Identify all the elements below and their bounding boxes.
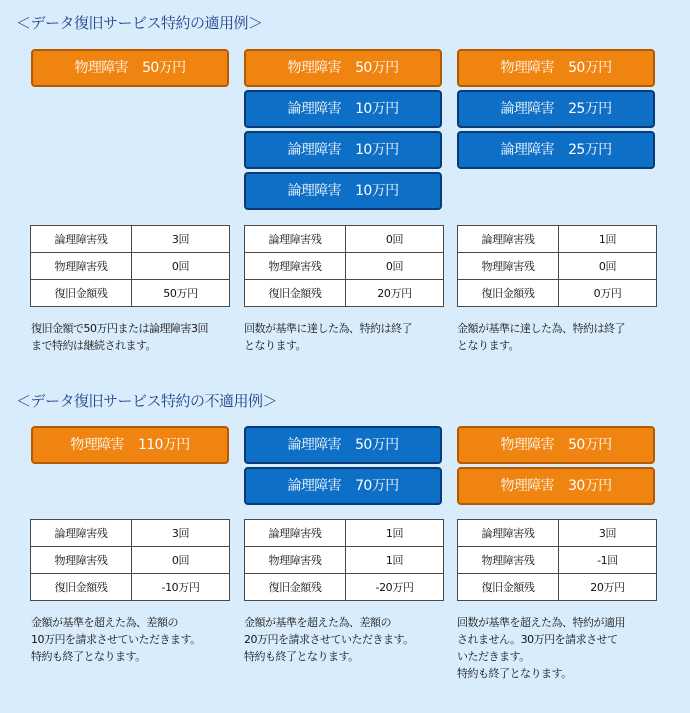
- row-value: 1回: [559, 226, 657, 253]
- row-value: 50万円: [132, 280, 230, 307]
- damage-bar-logical: [457, 90, 655, 128]
- note-line: となります。: [457, 339, 520, 352]
- row-label: 物理障害残: [458, 547, 559, 574]
- damage-amount-label: 10万円: [355, 183, 399, 199]
- table-row: [31, 574, 230, 601]
- row-label: 物理障害残: [458, 253, 559, 280]
- row-value: -10万円: [132, 574, 230, 601]
- note-line: となります。: [244, 339, 307, 352]
- damage-type-label: 論理障害: [500, 101, 555, 117]
- table-row: [245, 520, 444, 547]
- damage-bar-logical: [244, 172, 442, 210]
- note-line: 回数が基準を超えた為、特約が適用: [457, 616, 625, 629]
- damage-amount-label: 25万円: [568, 142, 612, 158]
- row-value: 0万円: [559, 280, 657, 307]
- row-value: -20万円: [346, 574, 444, 601]
- example-column-5: [244, 426, 442, 508]
- damage-type-label: 論理障害: [287, 183, 342, 199]
- table-row: [31, 280, 230, 307]
- table-row: [31, 547, 230, 574]
- damage-type-label: 物理障害: [500, 60, 555, 76]
- row-value: 0回: [132, 253, 230, 280]
- row-value: 1回: [346, 520, 444, 547]
- table-row: [245, 253, 444, 280]
- damage-amount-label: 110万円: [137, 437, 190, 453]
- row-value: 0回: [346, 253, 444, 280]
- note-line: されません。30万円を請求させて: [457, 633, 618, 646]
- note-line: 復旧金額で50万円または論理障害3回: [31, 322, 208, 335]
- damage-bar-physical: [244, 49, 442, 87]
- row-label: 復旧金額残: [245, 280, 346, 307]
- table-row: [245, 226, 444, 253]
- damage-type-label: 物理障害: [500, 478, 555, 494]
- row-label: 論理障害残: [31, 520, 132, 547]
- row-value: 1回: [346, 547, 444, 574]
- damage-amount-label: 50万円: [355, 60, 399, 76]
- row-label: 論理障害残: [31, 226, 132, 253]
- row-value: 20万円: [346, 280, 444, 307]
- row-label: 論理障害残: [458, 520, 559, 547]
- note-line: 金額が基準に達した為、特約は終了: [457, 322, 625, 335]
- damage-type-label: 物理障害: [70, 437, 124, 453]
- damage-amount-label: 10万円: [355, 142, 399, 158]
- row-label: 物理障害残: [245, 547, 346, 574]
- remaining-table: [457, 519, 657, 601]
- damage-bar-logical: [244, 131, 442, 169]
- damage-amount-label: 30万円: [568, 478, 612, 494]
- damage-bar-physical: [31, 426, 229, 464]
- table-row: [31, 253, 230, 280]
- note-line: 回数が基準に達した為、特約は終了: [244, 322, 412, 335]
- example-note: [31, 614, 245, 665]
- damage-amount-label: 50万円: [142, 60, 186, 76]
- example-note: [457, 320, 671, 354]
- example-column-1: [31, 49, 229, 90]
- remaining-table: [457, 225, 657, 307]
- damage-amount-label: 25万円: [568, 101, 612, 117]
- example-column-4: [31, 426, 229, 467]
- note-line: 特約も終了となります。: [244, 650, 359, 663]
- note-line: 特約も終了となります。: [31, 650, 146, 663]
- remaining-table: [244, 225, 444, 307]
- damage-type-label: 物理障害: [74, 60, 129, 76]
- remaining-table: [30, 225, 230, 307]
- table-row: [245, 547, 444, 574]
- example-note: [31, 320, 245, 354]
- damage-amount-label: 50万円: [568, 437, 612, 453]
- damage-bar-logical: [244, 467, 442, 505]
- row-label: 復旧金額残: [458, 574, 559, 601]
- row-label: 物理障害残: [245, 253, 346, 280]
- table-row: [458, 520, 657, 547]
- table-row: [458, 226, 657, 253]
- damage-bar-logical: [457, 131, 655, 169]
- example-column-2: [244, 49, 442, 213]
- row-label: 復旧金額残: [245, 574, 346, 601]
- row-value: 3回: [132, 226, 230, 253]
- row-value: -1回: [559, 547, 657, 574]
- row-value: 3回: [132, 520, 230, 547]
- table-row: [31, 226, 230, 253]
- damage-bar-logical: [244, 426, 442, 464]
- table-row: [458, 547, 657, 574]
- remaining-table: [244, 519, 444, 601]
- note-line: まで特約は継続されます。: [31, 339, 157, 352]
- row-label: 論理障害残: [245, 520, 346, 547]
- row-value: 0回: [346, 226, 444, 253]
- note-line: 20万円を請求させていただきます。: [244, 633, 414, 646]
- damage-bar-logical: [244, 90, 442, 128]
- damage-bar-physical: [457, 49, 655, 87]
- example-column-6: [457, 426, 655, 508]
- damage-amount-label: 50万円: [568, 60, 612, 76]
- table-row: [458, 253, 657, 280]
- row-label: 論理障害残: [458, 226, 559, 253]
- example-note: [244, 614, 458, 665]
- damage-type-label: 物理障害: [500, 437, 555, 453]
- note-line: いただきます。: [457, 650, 530, 663]
- example-note: [457, 614, 671, 682]
- damage-type-label: 論理障害: [287, 142, 342, 158]
- note-line: 特約も終了となります。: [457, 667, 572, 680]
- damage-type-label: 物理障害: [287, 60, 342, 76]
- row-value: 20万円: [559, 574, 657, 601]
- damage-amount-label: 10万円: [355, 101, 399, 117]
- damage-type-label: 論理障害: [287, 437, 342, 453]
- table-row: [458, 280, 657, 307]
- note-line: 金額が基準を超えた為、差額の: [31, 616, 178, 629]
- section-title-applicable: ＜データ復旧サービス特約の適用例＞: [16, 14, 263, 32]
- row-label: 復旧金額残: [31, 574, 132, 601]
- note-line: 10万円を請求させていただきます。: [31, 633, 201, 646]
- note-line: 金額が基準を超えた為、差額の: [244, 616, 391, 629]
- remaining-table: [30, 519, 230, 601]
- damage-bar-physical: [457, 426, 655, 464]
- damage-type-label: 論理障害: [500, 142, 555, 158]
- row-label: 物理障害残: [31, 547, 132, 574]
- damage-type-label: 論理障害: [287, 101, 342, 117]
- example-note: [244, 320, 458, 354]
- row-label: 復旧金額残: [31, 280, 132, 307]
- damage-amount-label: 50万円: [355, 437, 399, 453]
- damage-bar-physical: [31, 49, 229, 87]
- table-row: [245, 574, 444, 601]
- row-value: 0回: [132, 547, 230, 574]
- row-value: 0回: [559, 253, 657, 280]
- row-value: 3回: [559, 520, 657, 547]
- section-title-not-applicable: ＜データ復旧サービス特約の不適用例＞: [16, 392, 278, 410]
- table-row: [245, 280, 444, 307]
- row-label: 復旧金額残: [458, 280, 559, 307]
- row-label: 論理障害残: [245, 226, 346, 253]
- damage-amount-label: 70万円: [355, 478, 399, 494]
- row-label: 物理障害残: [31, 253, 132, 280]
- example-column-3: [457, 49, 655, 172]
- damage-type-label: 論理障害: [287, 478, 342, 494]
- table-row: [31, 520, 230, 547]
- table-row: [458, 574, 657, 601]
- damage-bar-physical: [457, 467, 655, 505]
